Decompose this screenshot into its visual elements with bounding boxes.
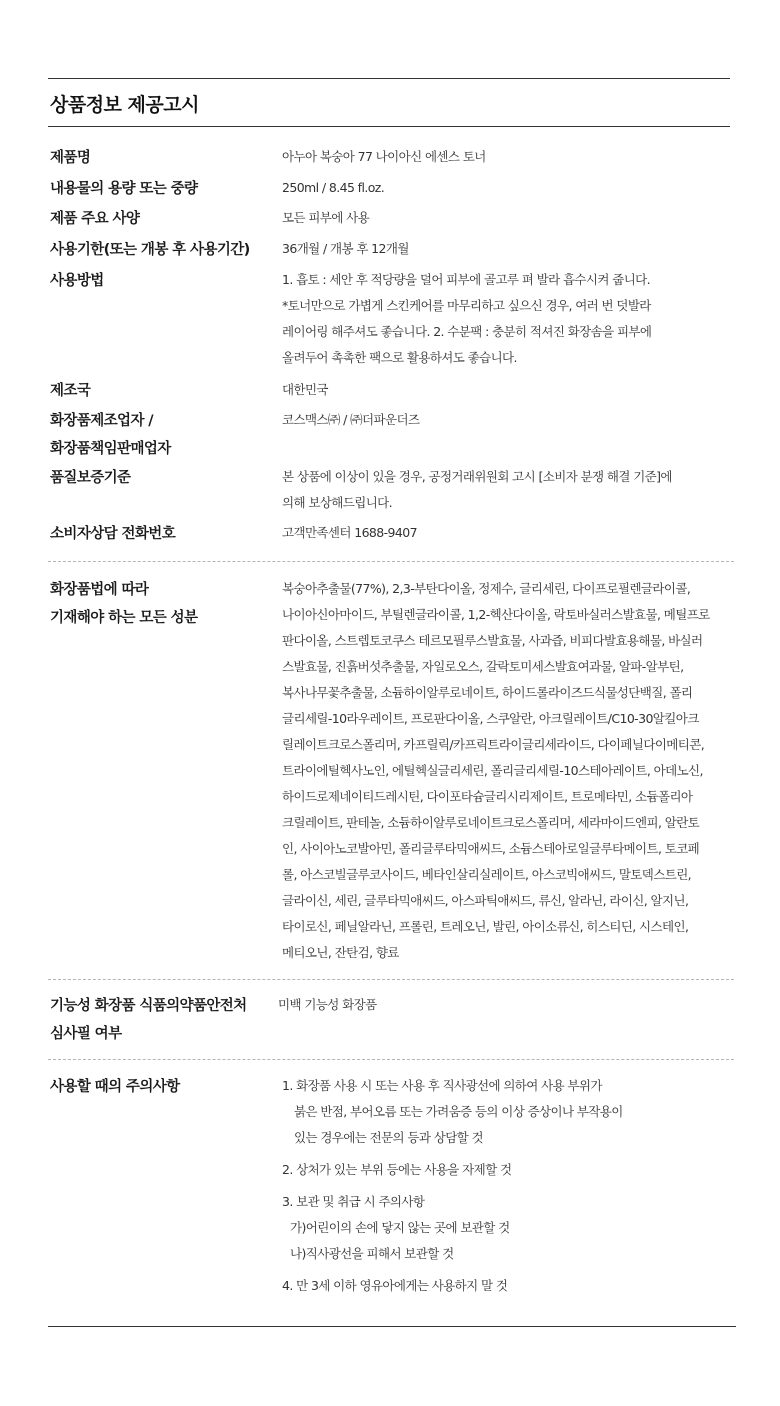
row-value: 모든 피부에 사용	[282, 210, 370, 225]
caution-line: 나)직사광선을 피해서 보관할 것	[290, 1246, 454, 1261]
bottom-divider	[48, 1326, 736, 1327]
caution-item	[282, 1273, 742, 1299]
usage-line: *토너만으로 가볍게 스킨케어를 마무리하고 싶으신 경우, 여러 번 덧발라	[282, 298, 651, 313]
caution-text	[282, 1073, 742, 1305]
row-label: 내용물의 용량 또는 중량	[50, 181, 198, 197]
label-line: 화장품책임판매업자	[50, 441, 171, 457]
ingredient-line: 인, 사이아노코발아민, 폴리글루타믹애씨드, 소듐스테아로일글루타메이트, 토코페	[282, 841, 700, 856]
label-line: 기재해야 하는 모든 성분	[50, 610, 198, 626]
ingredient-line: 글라이신, 세린, 글루타믹애씨드, 아스파틱애씨드, 류신, 알라닌, 라이신, 알지닌,	[282, 893, 689, 908]
ingredient-line: 나이아신아마이드, 부틸렌글라이콜, 1,2-헥산다이올, 락토바실러스발효물, 메틸프로	[282, 607, 710, 622]
row-label: 품질보증기준	[50, 470, 131, 486]
row-value: 대한민국	[282, 382, 328, 397]
caution-line: 4. 만 3세 이하 영유아에게는 사용하지 말 것	[282, 1278, 508, 1293]
section-divider	[48, 1059, 734, 1060]
label-line: 화장품법에 따라	[50, 582, 149, 598]
ingredient-line: 릴레이트크로스폴리머, 카프릴릭/카프릭트라이글리세라이드, 다이페닐다이메티콘,	[282, 737, 705, 752]
row-label	[50, 576, 275, 632]
row-label: 제품명	[50, 150, 91, 166]
ingredient-line: 하이드로제네이티드레시틴, 다이포타슘글리시리제이트, 트로메타민, 소듐폴리아	[282, 789, 693, 804]
label-line: 화장품제조업자 /	[50, 413, 153, 429]
ingredient-line: 스발효물, 진흙버섯추출물, 자일로오스, 갈락토미세스발효여과물, 알파-알부틴,	[282, 659, 684, 674]
ingredient-line: 크릴레이트, 판테놀, 소듐하이알루로네이트크로스폴리머, 세라마이드엔피, 알란토	[282, 815, 700, 830]
caution-line: 있는 경우에는 전문의 등과 상담할 것	[294, 1130, 483, 1145]
ingredient-line: 롤, 아스코빌글루코사이드, 베타인살리실레이트, 아스코빅애씨드, 말토덱스트린,	[282, 867, 692, 882]
row-label: 제품 주요 사양	[50, 211, 140, 227]
row-value: 아누아 복숭아 77 나이아신 에센스 토너	[282, 149, 486, 164]
row-value: 250ml / 8.45 fl.oz.	[282, 180, 385, 195]
caution-line: 3. 보관 및 취급 시 주의사항	[282, 1194, 425, 1209]
label-line: 심사필 여부	[50, 1026, 122, 1042]
row-label: 사용방법	[50, 273, 104, 289]
ingredient-line: 메티오닌, 잔탄검, 향료	[282, 945, 399, 960]
row-label: 사용기한(또는 개봉 후 사용기간)	[50, 242, 250, 258]
caution-item	[282, 1073, 742, 1151]
quality-text	[282, 464, 742, 516]
section-divider	[48, 979, 734, 980]
usage-line: 레이어링 해주셔도 좋습니다. 2. 수분팩 : 충분히 적셔진 화장솜을 피부에	[282, 324, 652, 339]
row-label	[50, 992, 275, 1048]
ingredients-text	[282, 576, 740, 966]
row-label	[50, 407, 275, 463]
row-value: 미백 기능성 화장품	[278, 997, 377, 1012]
ingredient-line: 트라이에틸헥사노인, 에틸헥실글리세린, 폴리글리세릴-10스테아레이트, 아데노신,	[282, 763, 703, 778]
caution-item	[282, 1189, 742, 1267]
top-divider	[48, 78, 730, 79]
section-divider	[48, 561, 734, 562]
caution-line: 가)어린이의 손에 닿지 않는 곳에 보관할 것	[290, 1220, 510, 1235]
ingredient-line: 글리세릴-10라우레이트, 프로판다이올, 스쿠알란, 아크릴레이트/C10-30알킬아크	[282, 711, 699, 726]
ingredient-line: 타이로신, 페닐알라닌, 프롤린, 트레오닌, 발린, 아이소류신, 히스티딘, 시스테인,	[282, 919, 689, 934]
caution-item	[282, 1157, 742, 1183]
row-label: 사용할 때의 주의사항	[50, 1079, 180, 1095]
row-label: 소비자상담 전화번호	[50, 526, 176, 542]
caution-line: 붉은 반점, 부어오름 또는 가려움증 등의 이상 증상이나 부작용이	[294, 1104, 623, 1119]
row-value: 코스맥스㈜ / ㈜더파운더즈	[282, 412, 420, 427]
label-line: 기능성 화장품 식품의약품안전처	[50, 998, 247, 1014]
usage-line: 1. 흡토 : 세안 후 적당량을 덜어 피부에 골고루 펴 발라 흡수시켜 줍니다.	[282, 272, 651, 287]
ingredient-line: 복숭아추출물(77%), 2,3-부탄다이올, 정제수, 글리세린, 다이프로필렌글라이콜,	[282, 581, 691, 596]
caution-line: 1. 화장품 사용 시 또는 사용 후 직사광선에 의하여 사용 부위가	[282, 1078, 602, 1093]
page-title: 상품정보 제공고시	[50, 94, 199, 116]
quality-line: 의해 보상해드립니다.	[282, 495, 393, 510]
row-value: 36개월 / 개봉 후 12개월	[282, 241, 409, 256]
usage-line: 올려두어 촉촉한 팩으로 활용하셔도 좋습니다.	[282, 350, 517, 365]
ingredient-line: 판다이올, 스트렙토코쿠스 테르모필루스발효물, 사과즙, 비피다발효용해물, 바실러	[282, 633, 703, 648]
ingredient-line: 복사나무꽃추출물, 소듐하이알루로네이트, 하이드롤라이즈드식물성단백질, 폴리	[282, 685, 693, 700]
quality-line: 본 상품에 이상이 있을 경우, 공정거래위원회 고시 [소비자 분쟁 해결 기준]에	[282, 469, 672, 484]
row-label: 제조국	[50, 383, 91, 399]
title-divider	[48, 126, 730, 127]
caution-line: 2. 상처가 있는 부위 등에는 사용을 자제할 것	[282, 1162, 512, 1177]
row-value: 고객만족센터 1688-9407	[282, 525, 417, 540]
usage-text	[282, 267, 742, 371]
